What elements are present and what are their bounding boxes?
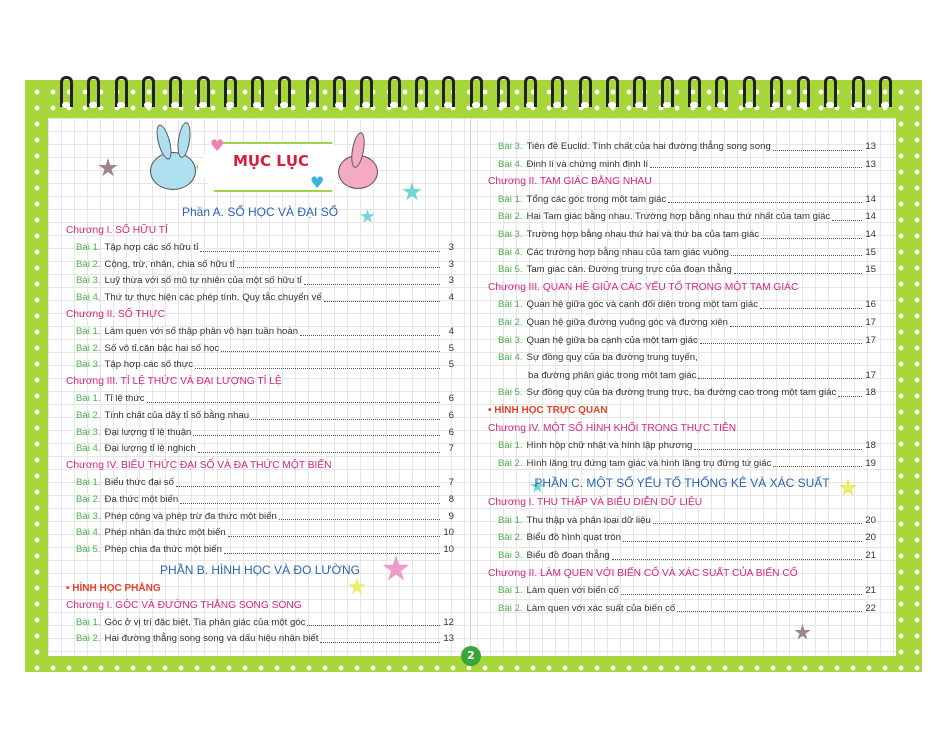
lesson-number: Bài 4. <box>498 246 523 258</box>
dot-leader <box>698 367 862 380</box>
lesson-title: Tam giác cân. Đường trung trực của đoạn thẳng <box>526 264 732 276</box>
page-ref: 18 <box>865 387 876 399</box>
toc-entry <box>488 512 876 530</box>
punch-hole <box>635 102 643 108</box>
punch-hole <box>335 102 343 108</box>
chapter-heading: Chương IV. BIỂU THỨC ĐẠI SỐ VÀ ĐA THỨC MỘT BIẾN <box>66 460 332 472</box>
subsection-heading: • HÌNH HỌC TRỰC QUAN <box>488 404 608 416</box>
toc-entry <box>66 391 454 408</box>
punch-hole <box>553 102 561 108</box>
toc-entry <box>66 425 454 442</box>
lesson-number: Bài 4. <box>76 527 101 539</box>
toc-entry <box>66 441 454 458</box>
lesson-number: Bài 2. <box>498 316 523 328</box>
chapter-heading: Chương I. THU THẬP VÀ BIỂU DIỄN DỮ LIỆU <box>488 497 703 509</box>
lesson-title: Phép chia đa thức một biến <box>104 544 222 556</box>
lesson-number: Bài 1. <box>498 585 523 597</box>
lesson-number: Bài 2. <box>76 409 101 421</box>
punch-hole <box>199 102 207 108</box>
toc-entry <box>488 600 876 618</box>
dot-leader <box>324 290 440 302</box>
punch-hole <box>499 102 507 108</box>
dot-leader <box>650 156 862 169</box>
lesson-title: Đại lượng tỉ lệ thuận <box>104 426 192 438</box>
lesson-number: Bài 1. <box>76 392 101 404</box>
lesson-title: Biểu đồ hình quạt tròn <box>526 532 621 544</box>
toc-entry <box>488 547 876 565</box>
lesson-title: Định lí và chứng minh định lí <box>526 158 649 170</box>
part-heading: Phần A. SỐ HỌC VÀ ĐẠI SỐ <box>181 205 339 219</box>
dot-leader <box>224 542 440 554</box>
page-ref: 18 <box>865 440 876 452</box>
lesson-title: Các trường hợp bằng nhau của tam giác vuông <box>526 246 730 258</box>
page-ref: 13 <box>865 141 876 152</box>
lesson-number: Bài 3. <box>76 275 101 287</box>
page-ref: 10 <box>443 527 454 539</box>
dot-leader <box>700 332 862 345</box>
lesson-number: Bài 1. <box>498 514 523 526</box>
heart-icon: ♥ <box>210 136 225 155</box>
dot-leader <box>731 244 862 257</box>
page-ref: 17 <box>865 334 876 346</box>
toc-entry <box>66 492 454 509</box>
page-ref: 16 <box>865 299 876 311</box>
dot-leader <box>694 437 862 450</box>
page-ref: 9 <box>448 510 454 522</box>
lesson-number: Bài 3. <box>498 334 523 346</box>
spiral-binding <box>60 76 890 112</box>
lesson-title: Tỉ lệ thức <box>104 392 145 404</box>
lesson-title: Đại lượng tỉ lệ nghịch <box>104 443 196 455</box>
lesson-title: Hình lăng trụ đứng tam giác và hình lăng trụ đứng tứ giác <box>526 457 772 469</box>
dot-leader <box>195 357 440 369</box>
punch-hole <box>826 102 834 108</box>
page-ref: 20 <box>865 514 876 526</box>
lesson-number: Bài 5. <box>498 264 523 276</box>
dot-leader <box>760 296 862 309</box>
lesson-title: Làm quen với biến cố <box>526 585 619 597</box>
toc-entry <box>488 226 876 244</box>
punch-hole <box>253 102 261 108</box>
lesson-number: Bài 2. <box>76 493 101 505</box>
lesson-title: Đa thức một biến <box>104 493 179 505</box>
lesson-title: Sự đồng quy của ba đường trung trực, ba đường cao trong một tam giác <box>526 387 837 399</box>
dot-leader <box>832 208 862 221</box>
lesson-title: Thứ tự thực hiện các phép tính. Quy tắc chuyển vế <box>104 292 322 304</box>
page-ref: 3 <box>448 258 454 270</box>
lesson-number: Bài 1. <box>76 616 101 628</box>
punch-hole <box>663 102 671 108</box>
dot-leader <box>237 257 440 269</box>
chapter-heading: Chương I. SỐ HỮU TỈ <box>66 225 168 236</box>
toc-entry <box>66 324 454 341</box>
punch-hole <box>144 102 152 108</box>
toc-entry <box>66 615 454 632</box>
page-ref: 4 <box>448 325 454 337</box>
toc-entry <box>488 314 876 332</box>
lesson-title: Quan hệ giữa ba cạnh của một tam giác <box>526 334 698 346</box>
subsection-heading: • HÌNH HỌC PHẲNG <box>66 582 161 594</box>
lesson-title: Làm quen với số thập phân vô hạn tuần hoàn <box>104 325 299 337</box>
page-ref: 17 <box>865 316 876 328</box>
lesson-number: Bài 2. <box>498 457 523 469</box>
punch-hole <box>89 102 97 108</box>
lesson-title: Phép nhân đa thức một biến <box>104 527 226 539</box>
toc-entry <box>488 244 876 262</box>
dot-leader <box>838 384 862 397</box>
page-ref: 6 <box>448 409 454 421</box>
lesson-title: Làm quen với xác suất của biến cố <box>526 602 676 614</box>
part-heading: PHẦN C. MỘT SỐ YẾU TỐ THỐNG KÊ VÀ XÁC SUẤT <box>534 476 830 491</box>
lesson-number: Bài 3. <box>76 510 101 522</box>
punch-hole <box>444 102 452 108</box>
lesson-title: Tính chất của dãy tỉ số bằng nhau <box>104 409 250 421</box>
lesson-title: Phép cộng và phép trừ đa thức một biến <box>104 510 277 522</box>
page-ref: 14 <box>865 193 876 205</box>
toc-entry <box>66 542 454 559</box>
page-ref: 12 <box>443 616 454 628</box>
dot-leader <box>653 512 862 525</box>
toc-entry <box>488 349 876 367</box>
lesson-number: Bài 1. <box>498 193 523 205</box>
toc-entry <box>66 509 454 526</box>
blue-bunny-icon <box>150 152 196 190</box>
lesson-number: Bài 5. <box>76 544 101 556</box>
lesson-number: Bài 2. <box>498 532 523 544</box>
lesson-number: Bài 4. <box>76 292 101 304</box>
lesson-title: Tập hợp các số thực <box>104 359 193 371</box>
lesson-number: Bài 2. <box>76 342 101 354</box>
lesson-title: Tập hợp các số hữu tỉ <box>104 241 199 253</box>
dot-leader <box>300 324 440 336</box>
toc-entry <box>66 631 454 648</box>
lesson-number: Bài 2. <box>498 602 523 614</box>
chapter-heading: Chương II. LÀM QUEN VỚI BIẾN CỐ VÀ XÁC SUẤT CỦA BIẾN CỐ <box>488 567 798 579</box>
lesson-number: Bài 2. <box>76 633 101 645</box>
lesson-title: Biểu thức đại số <box>104 476 174 488</box>
chapter-heading: Chương III. TỈ LỆ THỨC VÀ ĐẠI LƯỢNG TỈ LỆ <box>66 376 282 388</box>
page-ref: 3 <box>448 241 454 253</box>
toc-entry <box>488 582 876 600</box>
lesson-number: Bài 2. <box>76 258 101 270</box>
lesson-number: Bài 4. <box>498 352 523 364</box>
lesson-title: Hai đường thẳng song song và dấu hiệu nhận biết <box>104 633 319 645</box>
dot-leader <box>734 261 862 274</box>
page-ref: 15 <box>865 264 876 276</box>
toc-entry <box>66 357 454 374</box>
page-ref: 20 <box>865 532 876 544</box>
dot-leader <box>773 455 862 468</box>
lesson-number: Bài 1. <box>76 476 101 488</box>
toc-right-column <box>488 138 876 617</box>
page-ref: 13 <box>443 633 454 645</box>
page-ref: 6 <box>448 392 454 404</box>
toc-entry <box>66 341 454 358</box>
lesson-title: Luỹ thừa với số mũ tự nhiên của một số hữu tỉ <box>104 275 302 287</box>
punch-hole <box>772 102 780 108</box>
lesson-title: Biểu đồ đoạn thẳng <box>526 550 610 562</box>
page-ref: 7 <box>448 476 454 488</box>
punch-hole <box>799 102 807 108</box>
punch-hole <box>690 102 698 108</box>
chapter-heading: Chương II. SỐ THỰC <box>66 308 166 320</box>
dot-leader <box>730 314 862 327</box>
punch-hole <box>390 102 398 108</box>
toc-entry <box>488 138 876 156</box>
lesson-number: Bài 4. <box>76 443 101 455</box>
punch-hole <box>226 102 234 108</box>
lesson-title: Góc ở vị trí đặc biệt. Tia phân giác của một góc <box>104 616 306 628</box>
page-ref: 4 <box>448 292 454 304</box>
toc-entry <box>488 455 876 473</box>
dot-leader <box>621 582 862 595</box>
toc-entry <box>66 408 454 425</box>
page-number: 2 <box>461 646 481 666</box>
lesson-title: Cộng, trừ, nhân, chia số hữu tỉ <box>104 258 235 270</box>
toc-entry <box>66 475 454 492</box>
toc-entry <box>66 290 454 307</box>
page-ref: 8 <box>448 493 454 505</box>
punch-hole <box>854 102 862 108</box>
lesson-number: Bài 5. <box>498 387 523 399</box>
punch-hole <box>308 102 316 108</box>
page-ref: 19 <box>865 457 876 469</box>
lesson-title: Tổng các góc trong một tam giác <box>526 193 667 205</box>
page-ref: 21 <box>865 550 876 562</box>
dot-leader <box>773 138 862 151</box>
chapter-heading: Chương IV. MỘT SỐ HÌNH KHỐI TRONG THỰC TIỄN <box>488 422 737 434</box>
dot-leader <box>668 191 862 204</box>
part-heading: PHẦN B. HÌNH HỌC VÀ ĐO LƯỜNG <box>160 562 360 577</box>
toc-entry <box>488 156 876 174</box>
page-ref: 15 <box>865 246 876 258</box>
punch-hole <box>62 102 70 108</box>
page-ref: 17 <box>865 369 876 381</box>
toc-entry <box>488 332 876 350</box>
lesson-number: Bài 3. <box>76 359 101 371</box>
toc-entry <box>488 384 876 402</box>
lesson-title-line2: ba đường phân giác trong một tam giác <box>528 369 697 381</box>
chapter-heading: Chương III. QUAN HỆ GIỮA CÁC YẾU TỐ TRONG MỘT TAM GIÁC <box>488 281 799 293</box>
lesson-title: Trường hợp bằng nhau thứ hai và thứ ba của tam giác <box>526 228 760 240</box>
page-ref: 10 <box>443 544 454 556</box>
dot-leader <box>307 615 440 627</box>
dot-leader <box>198 441 440 453</box>
page-ref: 13 <box>865 158 876 170</box>
lesson-number: Bài 1. <box>76 325 101 337</box>
lesson-number: Bài 3. <box>498 141 523 152</box>
toc-entry <box>488 296 876 314</box>
toc-entry <box>488 208 876 226</box>
punch-hole <box>717 102 725 108</box>
dot-leader <box>677 600 862 613</box>
page-ref: 5 <box>448 359 454 371</box>
lesson-number: Bài 3. <box>498 550 523 562</box>
punch-hole <box>608 102 616 108</box>
punch-hole <box>362 102 370 108</box>
toc-entry <box>66 273 454 290</box>
punch-hole <box>881 102 889 108</box>
lesson-number: Bài 1. <box>498 440 523 452</box>
dot-leader <box>304 273 440 285</box>
dot-leader <box>176 475 440 487</box>
dot-leader <box>180 492 440 504</box>
lesson-title: Tiên đề Euclid. Tính chất của hai đường thẳng song song <box>526 141 771 152</box>
chapter-heading: Chương II. TAM GIÁC BẰNG NHAU <box>488 176 652 188</box>
toc-entry <box>488 437 876 455</box>
page-ref: 5 <box>448 342 454 354</box>
lesson-number: Bài 3. <box>498 228 523 240</box>
lesson-title: Số vô tỉ.căn bậc hai số học <box>104 342 220 354</box>
dot-leader <box>612 547 862 560</box>
page-ref: 22 <box>865 602 876 614</box>
page-ref: 3 <box>448 275 454 287</box>
punch-hole <box>745 102 753 108</box>
heart-icon: ♥ <box>310 173 325 192</box>
punch-hole <box>171 102 179 108</box>
toc-entry <box>66 240 454 257</box>
lesson-number: Bài 1. <box>76 241 101 253</box>
punch-hole <box>581 102 589 108</box>
page-ref: 14 <box>865 211 876 223</box>
page-ref: 14 <box>865 228 876 240</box>
punch-hole <box>117 102 125 108</box>
lesson-title: Sự đồng quy của ba đường trung tuyến, <box>526 352 698 364</box>
dot-leader <box>761 226 862 239</box>
dot-leader <box>193 425 440 437</box>
page-ref: 21 <box>865 585 876 597</box>
toc-entry <box>488 191 876 209</box>
dot-leader <box>147 391 440 403</box>
lesson-title: Hình hộp chữ nhật và hình lập phương <box>526 440 693 452</box>
toc-entry <box>488 261 876 279</box>
page-divider <box>470 118 471 656</box>
lesson-number: Bài 1. <box>498 299 523 311</box>
toc-entry-continued <box>488 367 876 385</box>
lesson-title: Hai Tam giác bằng nhau. Trường hợp bằng nhau thứ nhất của tam giác <box>526 211 831 223</box>
punch-hole <box>526 102 534 108</box>
punch-hole <box>417 102 425 108</box>
punch-hole <box>472 102 480 108</box>
lesson-number: Bài 2. <box>498 211 523 223</box>
dot-leader <box>228 525 440 537</box>
toc-entry <box>66 257 454 274</box>
dot-leader <box>623 529 862 542</box>
toc-left-column <box>66 201 454 648</box>
toc-entry <box>66 525 454 542</box>
dot-leader <box>221 341 440 353</box>
page-ref: 6 <box>448 426 454 438</box>
toc-entry <box>488 529 876 547</box>
lesson-number: Bài 4. <box>498 158 523 170</box>
page-ref: 7 <box>448 443 454 455</box>
dot-leader <box>320 631 440 643</box>
dot-leader <box>200 240 440 252</box>
dot-leader <box>279 509 440 521</box>
lesson-number: Bài 3. <box>76 426 101 438</box>
chapter-heading: Chương I. GÓC VÀ ĐƯỜNG THẲNG SONG SONG <box>66 599 302 611</box>
dot-leader <box>251 408 440 420</box>
lesson-title: Thu thập và phân loại dữ liệu <box>526 514 651 526</box>
page-title: MỤC LỤC <box>232 152 310 170</box>
lesson-title: Quan hệ giữa góc và cạnh đối diện trong một tam giác <box>526 299 759 311</box>
punch-hole <box>280 102 288 108</box>
lesson-title: Quan hệ giữa đường vuông góc và đường xiên <box>526 316 729 328</box>
